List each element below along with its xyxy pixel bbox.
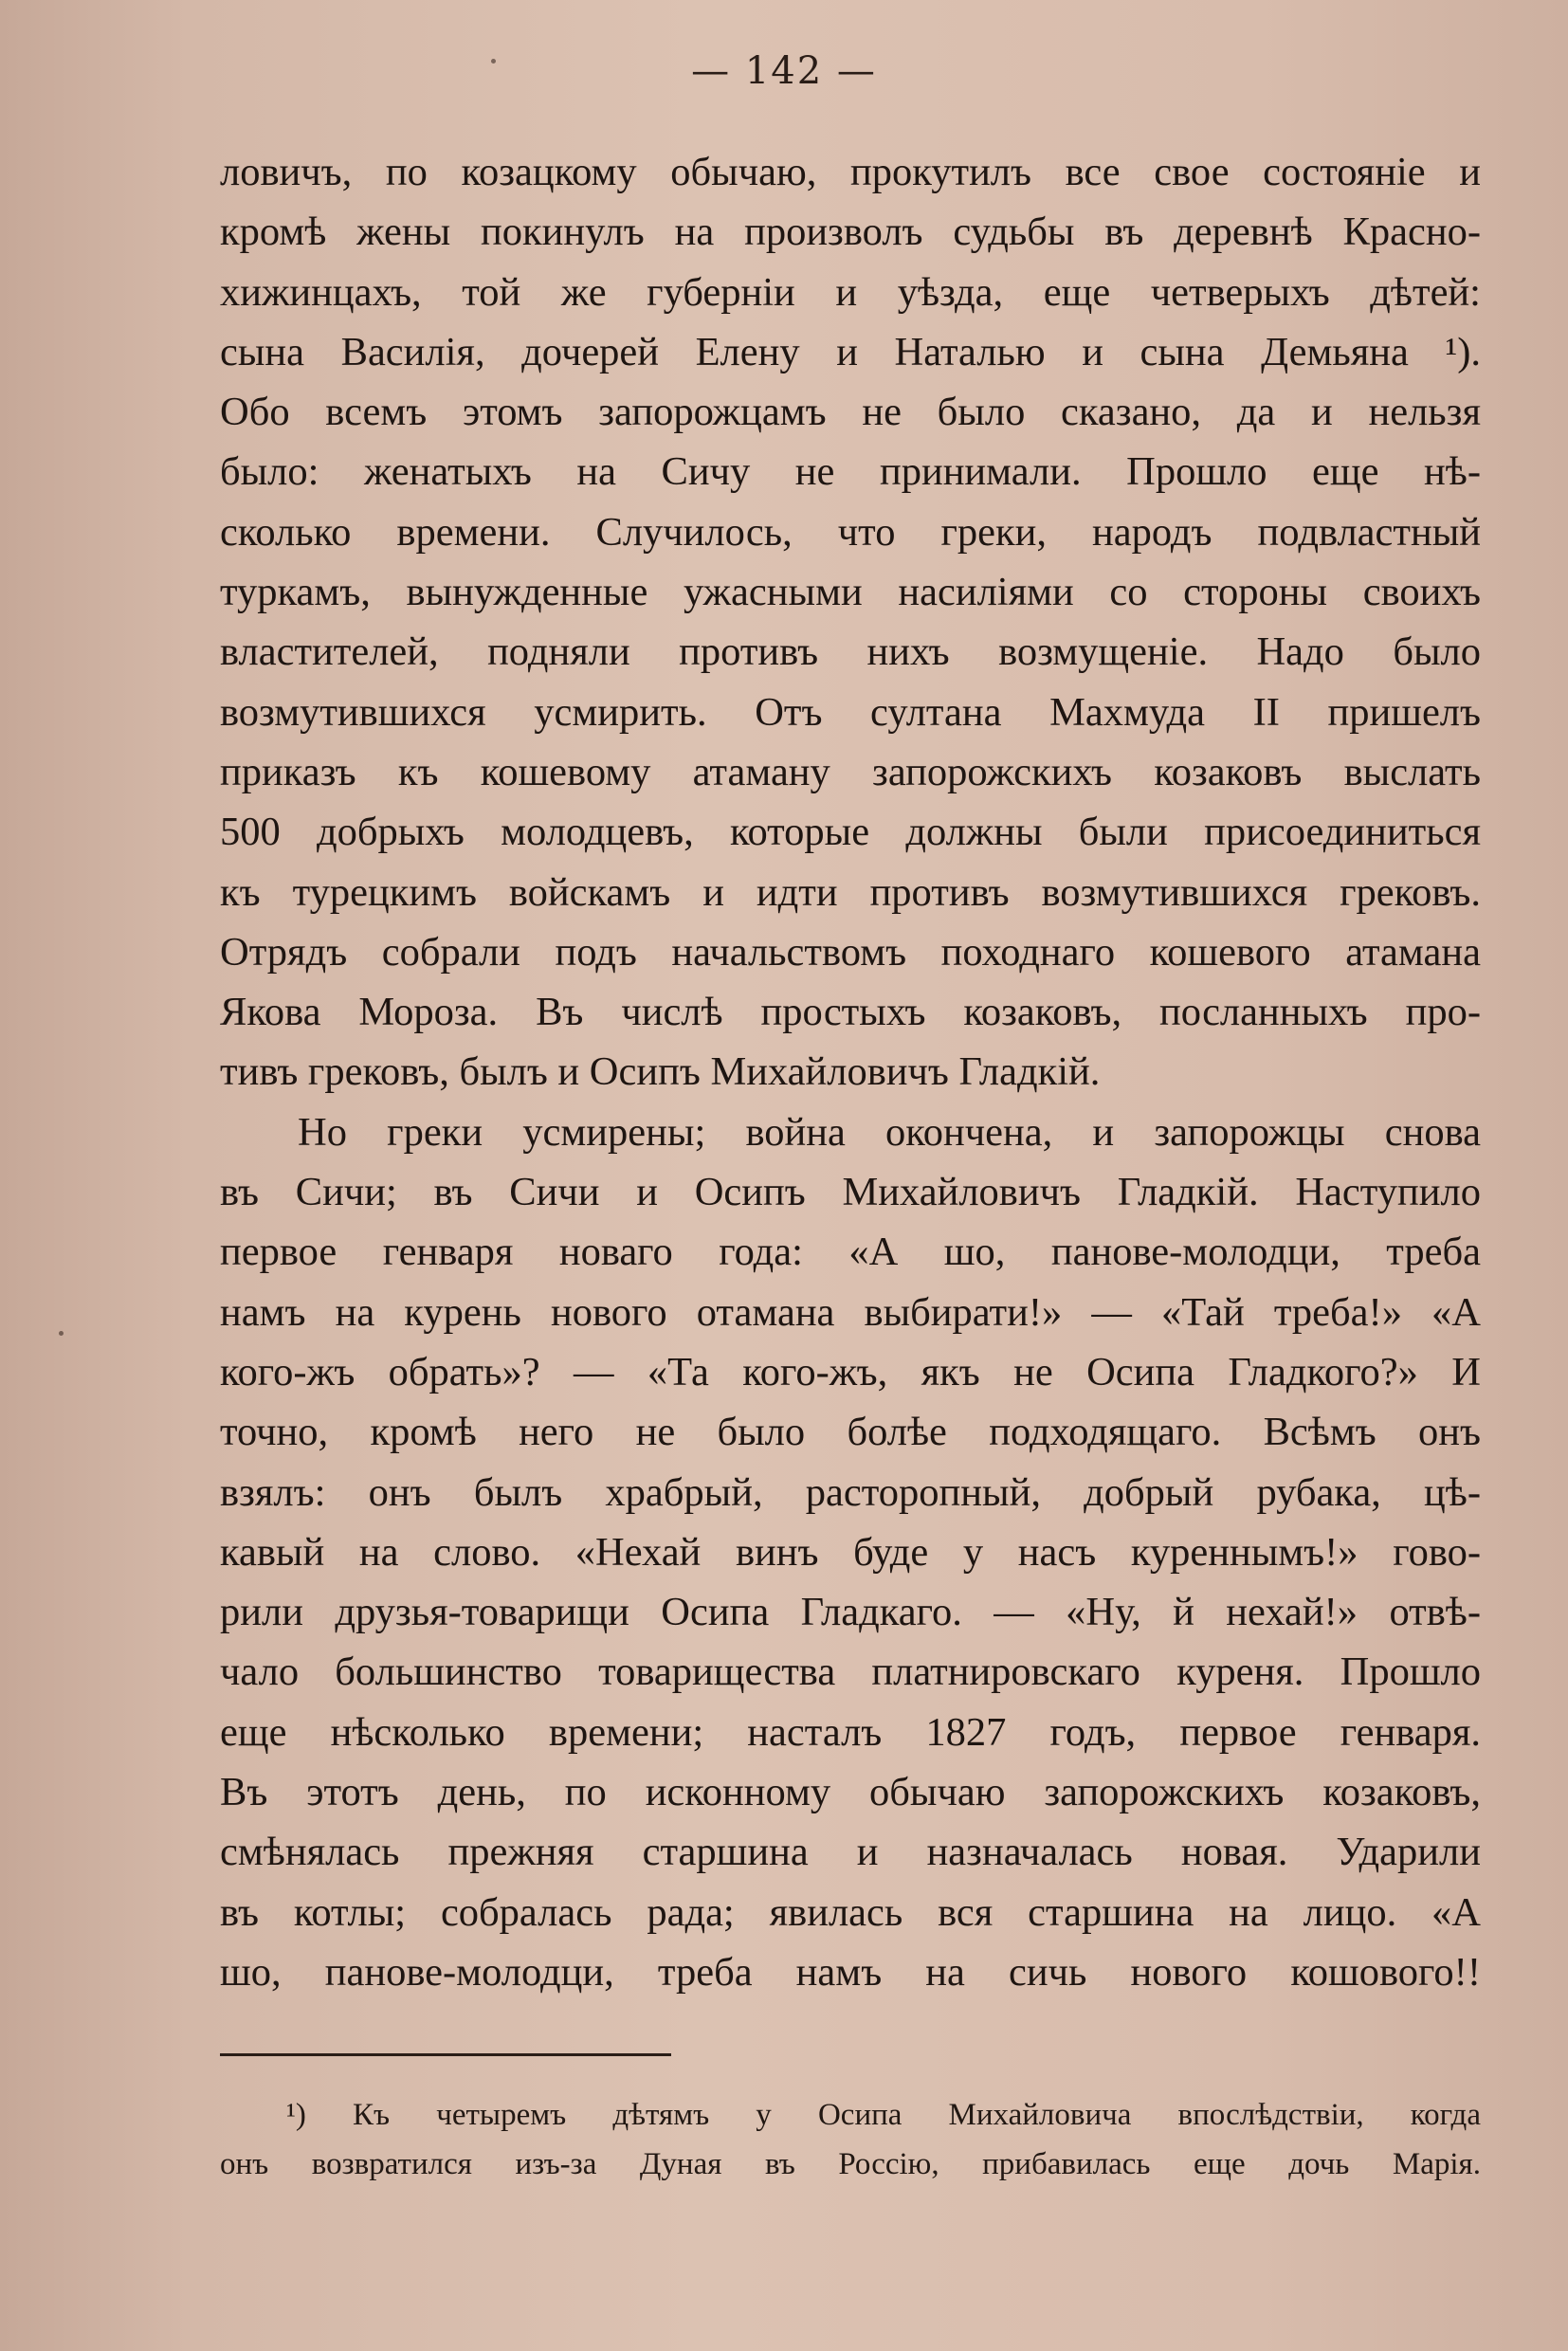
text-line: приказъ къ кошевому атаману запорожскихъ козаковъ выслать — [220, 749, 1481, 794]
text-line: смѣнялась прежняя старшина и назначалась новая. Ударили — [220, 1830, 1481, 1875]
text-line: Отрядъ собрали подъ начальствомъ походнаго кошевого атамана — [220, 929, 1481, 975]
footnote-line: ¹) Къ четыремъ дѣтямъ у Осипа Михайловича впослѣдствіи, когда — [286, 2098, 1481, 2132]
text-line: еще нѣсколько времени; насталъ 1827 годъ, первое генваря. — [220, 1709, 1481, 1755]
text-line: въ Сичи; въ Сичи и Осипъ Михайловичъ Гладкій. Наступило — [220, 1170, 1481, 1215]
text-line: въ котлы; собралась рада; явилась вся старшина на лицо. «А — [220, 1889, 1481, 1935]
main-text — [220, 142, 1481, 2002]
text-line: взялъ: онъ былъ храбрый, расторопный, добрый рубака, цѣ- — [220, 1469, 1481, 1515]
page-number: — 142 — — [691, 49, 877, 93]
text-line: чало большинство товарищества платнировскаго куреня. Прошло — [220, 1649, 1481, 1695]
text-line: первое генваря новаго года: «А шо, панове-молодци, треба — [220, 1230, 1481, 1275]
text-line: 500 добрыхъ молодцевъ, которые должны были присоединиться — [220, 810, 1481, 855]
text-line: сына Василія, дочерей Елену и Наталью и сына Демьяна ¹). — [220, 329, 1481, 374]
text-line: туркамъ, вынужденные ужасными насиліями со стороны своихъ — [220, 570, 1481, 615]
footnote — [220, 2090, 1481, 2189]
footnote-divider — [220, 2053, 671, 2056]
text-line: намъ на курень нового отамана выбирати!» — «Тай треба!» «А — [220, 1289, 1481, 1335]
text-line: властителей, подняли противъ нихъ возмущеніе. Надо было — [220, 629, 1481, 675]
footnote-line: онъ возвратился изъ-за Дуная въ Россію, прибавилась еще дочь Марія. — [220, 2147, 1481, 2181]
text-line: ловичъ, по козацкому обычаю, прокутилъ все свое состояніе и — [220, 150, 1481, 194]
text-line: точно, кромѣ него не было болѣе подходящаго. Всѣмъ онъ — [220, 1410, 1481, 1455]
text-line: кромѣ жены покинулъ на произволъ судьбы въ деревнѣ Красно- — [220, 210, 1481, 255]
text-line: хижинцахъ, той же губерніи и уѣзда, еще четверыхъ дѣтей: — [220, 269, 1481, 315]
text-line: къ турецкимъ войскамъ и идти противъ возмутившихся грековъ. — [220, 869, 1481, 915]
text-line: сколько времени. Случилось, что греки, народъ подвластный — [220, 509, 1481, 555]
paper-speck — [491, 59, 496, 64]
text-line: Якова Мороза. Въ числѣ простыхъ козаковъ, посланныхъ про- — [220, 990, 1481, 1035]
text-line: Въ этотъ день, по исконному обычаю запорожскихъ козаковъ, — [220, 1770, 1481, 1815]
text-line: кавый на слово. «Нехай винъ буде у насъ куреннымъ!» гово- — [220, 1529, 1481, 1575]
text-line: тивъ грековъ, былъ и Осипъ Михайловичъ Гладкій. — [220, 1049, 1101, 1095]
text-line: было: женатыхъ на Сичу не принимали. Прошло еще нѣ- — [220, 449, 1481, 495]
text-line: Обо всемъ этомъ запорожцамъ не было сказано, да и нельзя — [220, 390, 1481, 435]
text-line: Но греки усмирены; война окончена, и запорожцы снова — [298, 1109, 1481, 1155]
text-line: рили друзья-товарищи Осипа Гладкаго. — «Ну, й нехай!» отвѣ- — [220, 1590, 1481, 1635]
text-line: кого-жъ обрать»? — «Та кого-жъ, якъ не Осипа Гладкого?» И — [220, 1349, 1481, 1394]
text-line: шо, панове-молодци, треба намъ на сичь нового кошового!! — [220, 1949, 1481, 1995]
text-line: возмутившихся усмирить. Отъ султана Махмуда II пришелъ — [220, 689, 1481, 735]
paper-speck — [59, 1331, 64, 1336]
